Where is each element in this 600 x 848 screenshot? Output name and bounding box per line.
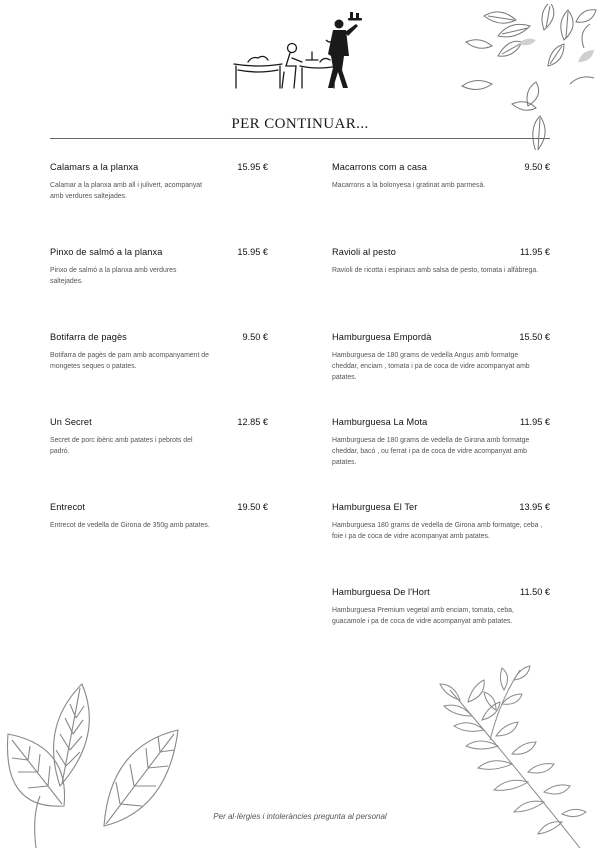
item-description: Secret de porc ibèric amb patates i pebrots del padró.: [50, 437, 193, 455]
item-name: Ravioli al pesto: [332, 247, 396, 257]
menu-item: [50, 162, 268, 247]
item-price: 15.95 €: [237, 247, 268, 257]
title-divider: [50, 138, 550, 139]
menu-item: [50, 247, 268, 332]
item-description: Hamburguesa Premium vegetal amb enciam, tomata, ceba, guacamole i pa de coca de vidre acompanyat amb patates.: [332, 607, 514, 625]
item-description: Hamburguesa 180 grams de vedella de Girona amb formatge, ceba , foie i pa de coca de vidre acompanyat amb patates.: [332, 522, 543, 540]
item-price: 15.95 €: [237, 162, 268, 172]
item-price: 9.50 €: [242, 332, 268, 342]
item-description: Hamburguesa de 180 grams de vedella de Girona amb formatge cheddar, bacó , ou ferrat i pa de coca de vidre acompanyat amb patates.: [332, 437, 530, 466]
item-price: 19.50 €: [237, 502, 268, 512]
item-name: Entrecot: [50, 502, 86, 512]
item-description: Entrecot de vedella de Girona de 350g amb patates.: [50, 522, 210, 529]
menu-item: [332, 332, 550, 417]
menu-item: [332, 162, 550, 247]
bottom-left-leaves-decoration: [0, 676, 190, 848]
menu-item: [332, 502, 550, 587]
item-name: Pinxo de salmó a la planxa: [50, 247, 163, 257]
item-description: Botifarra de pagès de pam amb acompanyament de mongetes seques o patates.: [50, 352, 209, 370]
menu-column-right: [332, 162, 550, 657]
item-name: Hamburguesa De l'Hort: [332, 587, 430, 597]
item-name: Hamburguesa El Ter: [332, 502, 418, 512]
page-title: PER CONTINUAR...: [231, 116, 369, 132]
menu-item: [50, 332, 268, 417]
item-description: Calamar a la planxa amb all i julivert, acompanyat amb verdures saltejades.: [50, 182, 203, 200]
item-price: 11.95 €: [520, 417, 550, 427]
item-name: Un Secret: [50, 417, 92, 427]
item-description: Macarrons a la bolonyesa i gratinat amb parmesà.: [332, 182, 486, 189]
menu-item: [332, 587, 550, 657]
item-price: 11.50 €: [520, 587, 550, 597]
item-name: Hamburguesa La Mota: [332, 417, 428, 427]
menu-column-left: [50, 162, 268, 587]
item-price: 12.85 €: [237, 417, 268, 427]
item-description: Pinxo de salmó a la planxa amb verdures saltejades.: [50, 267, 177, 285]
item-description: Hamburguesa de 180 grams de vedella Angus amb formatge cheddar, enciam , tomata i pa de coca de vidre acompanyat amb patates.: [332, 352, 530, 381]
item-name: Hamburguesa Empordà: [332, 332, 432, 342]
restaurant-waiter-illustration: [232, 10, 372, 90]
menu-item: [332, 247, 550, 332]
item-price: 13.95 €: [519, 502, 550, 512]
menu-item: [50, 417, 268, 502]
item-name: Macarrons com a casa: [332, 162, 427, 172]
item-description: Ravioli de ricotta i espinacs amb salsa de pesto, tomata i alfàbrega.: [332, 267, 539, 274]
item-name: Calamars a la planxa: [50, 162, 139, 172]
item-price: 11.95 €: [520, 247, 550, 257]
menu-item: [332, 417, 550, 502]
allergy-note: Per al·lèrgies i intoleràncies pregunta al personal: [213, 812, 387, 821]
menu-item: [50, 502, 268, 587]
item-name: Botifarra de pagès: [50, 332, 127, 342]
item-price: 9.50 €: [524, 162, 550, 172]
item-price: 15.50 €: [519, 332, 550, 342]
